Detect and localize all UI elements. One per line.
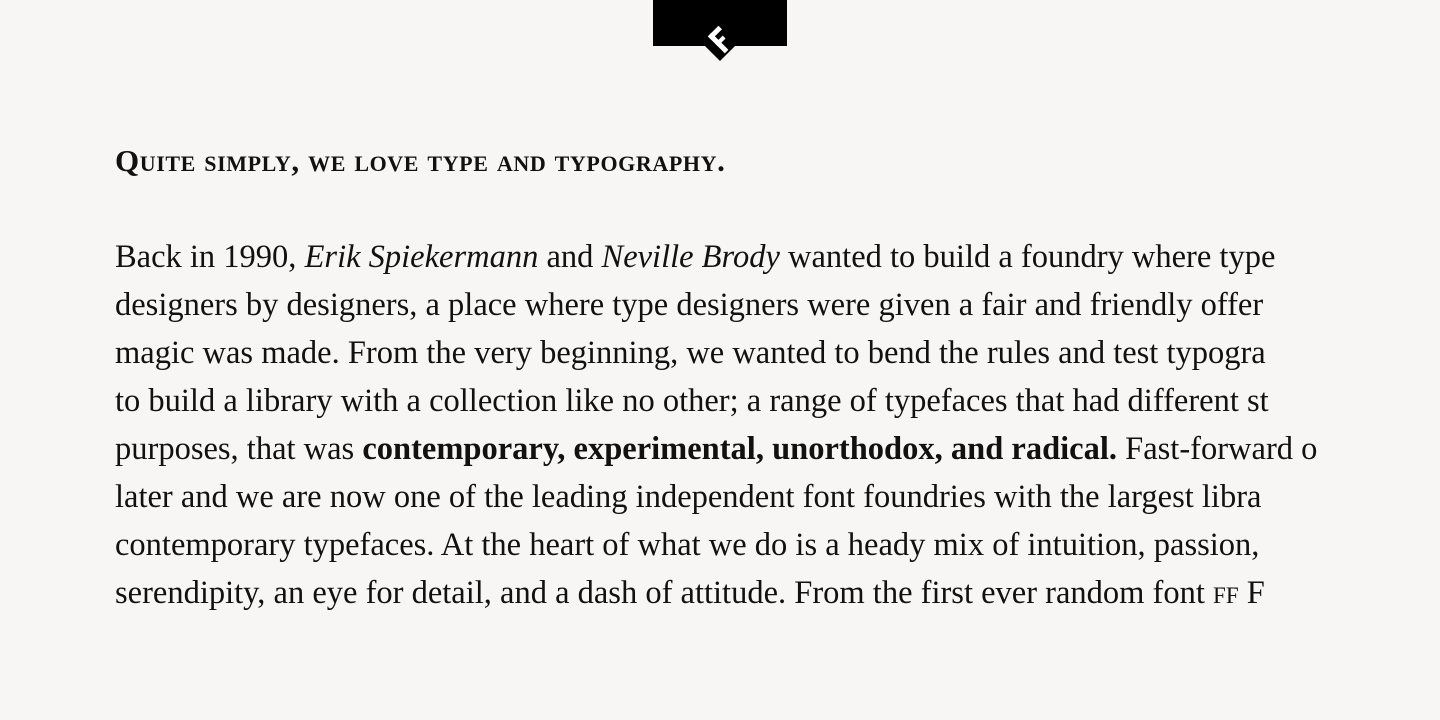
paragraph-line-5: purposes, that was contemporary, experimental, unorthodox, and radical. Fast-forward o bbox=[115, 431, 1318, 467]
founder-name-neville: Neville Brody bbox=[601, 239, 780, 275]
intro-paragraph bbox=[115, 233, 1317, 617]
paragraph-line-6: later and we are now one of the leading independent font foundries with the largest libra bbox=[115, 479, 1262, 515]
paragraph-line-2: designers by designers, a place where type designers were given a fair and friendly offer bbox=[115, 287, 1264, 323]
font-prefix-ff: ff bbox=[1213, 575, 1239, 611]
page-heading: Quite simply, we love type and typography. bbox=[115, 143, 726, 178]
emphasis-bold-phrase: contemporary, experimental, unorthodox, and radical. bbox=[362, 431, 1118, 467]
paragraph-line-4: to build a library with a collection like no other; a range of typefaces that had different st bbox=[115, 383, 1269, 419]
founder-name-erik: Erik Spiekermann bbox=[304, 239, 539, 275]
paragraph-line-8: serendipity, an eye for detail, and a dash of attitude. From the first ever random font ff F bbox=[115, 575, 1265, 611]
paragraph-line-1: Back in 1990, Erik Spiekermann and Neville Brody wanted to build a foundry where type bbox=[115, 239, 1276, 275]
paragraph-line-7: contemporary typefaces. At the heart of what we do is a heady mix of intuition, passion, bbox=[115, 527, 1260, 563]
paragraph-line-3: magic was made. From the very beginning, we wanted to bend the rules and test typogra bbox=[115, 335, 1266, 371]
